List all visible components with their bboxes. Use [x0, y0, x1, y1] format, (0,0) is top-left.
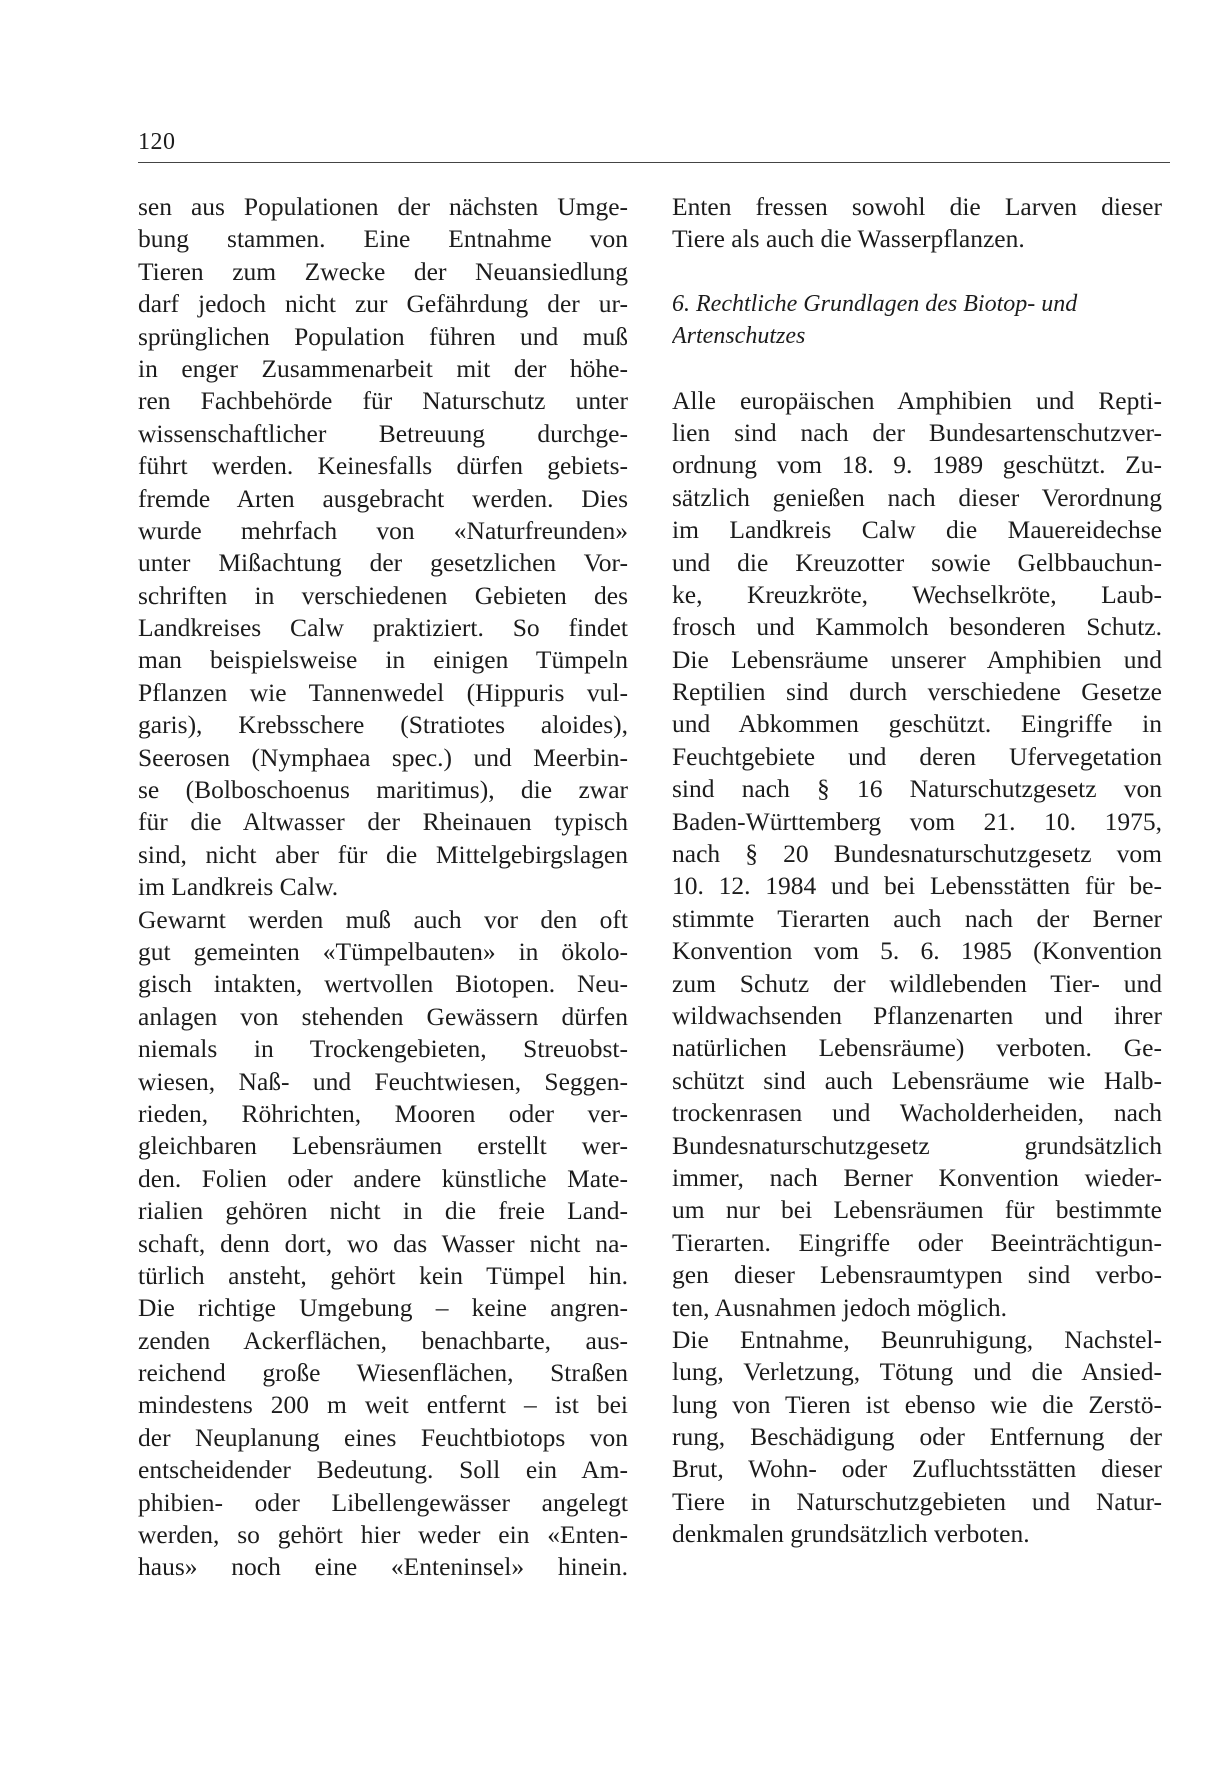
text-line: schaft, denn dort, wo das Wasser nicht na- [138, 1228, 628, 1258]
paragraph-gap [672, 353, 1162, 385]
text-line: türlich ansteht, gehört kein Tümpel hin. [138, 1260, 628, 1290]
text-line: sätzlich genießen nach dieser Verordnung [672, 482, 1162, 512]
text-line: Tieren zum Zwecke der Neuansiedlung [138, 256, 628, 286]
text-line: zum Schutz der wildlebenden Tier- und [672, 968, 1162, 998]
text-line: trockenrasen und Wacholderheiden, nach [672, 1098, 1162, 1128]
text-line: Die richtige Umgebung – keine angren- [138, 1293, 628, 1323]
text-line: fremde Arten ausgebracht werden. Dies [138, 483, 628, 513]
text-line: ten, Ausnahmen jedoch möglich. [672, 1292, 1007, 1322]
right-column [672, 191, 1162, 1551]
text-line: Pflanzen wie Tannenwedel (Hippuris vul- [138, 677, 628, 707]
text-line: sen aus Populationen der nächsten Umge- [138, 192, 628, 221]
text-line: sind, nicht aber für die Mittelgebirgslagen [138, 839, 628, 869]
right-column-intro [672, 191, 1162, 256]
text-line: schützt sind auch Lebensräume wie Halb- [672, 1065, 1162, 1095]
text-line: lung, Verletzung, Tötung und die Ansied- [672, 1357, 1162, 1387]
text-line: rieden, Röhrichten, Mooren oder ver- [138, 1098, 628, 1128]
text-line: Baden-Württemberg vom 21. 10. 1975, [672, 806, 1162, 836]
text-line: darf jedoch nicht zur Gefährdung der ur- [138, 289, 628, 319]
section-heading [672, 288, 1162, 353]
text-line: reichend große Wiesenflächen, Straßen [138, 1358, 628, 1388]
text-line: sind nach § 16 Naturschutzgesetz von [672, 774, 1162, 804]
text-line: und die Kreuzotter sowie Gelbbauchun- [672, 547, 1162, 577]
text-line: Tierarten. Eingriffe oder Beeinträchtigun- [672, 1227, 1162, 1257]
text-line: den. Folien oder andere künstliche Mate- [138, 1163, 628, 1193]
text-line: immer, nach Berner Konvention wieder- [672, 1162, 1162, 1192]
text-line: zenden Ackerflächen, benachbarte, aus- [138, 1325, 628, 1355]
text-line: in enger Zusammenarbeit mit der höhe- [138, 353, 628, 383]
text-line: bung stammen. Eine Entnahme von [138, 224, 628, 254]
text-line: Enten fressen sowohl die Larven dieser [672, 192, 1162, 221]
text-line: lung von Tieren ist ebenso wie die Zerstö- [672, 1389, 1162, 1419]
text-line: Feuchtgebiete und deren Ufervegetation [672, 741, 1162, 771]
text-line: denkmalen grundsätzlich verboten. [672, 1519, 1030, 1549]
text-line: Artenschutzes [672, 323, 806, 350]
text-line: Die Lebensräume unserer Amphibien und [672, 644, 1162, 674]
text-line: gleichbaren Lebensräumen erstellt wer- [138, 1131, 628, 1161]
text-line: phibien- oder Libellengewässer angelegt [138, 1487, 628, 1517]
text-line: im Landkreis Calw die Mauereidechse [672, 515, 1162, 545]
text-line: rialien gehören nicht in die freie Land- [138, 1196, 628, 1226]
text-line: rung, Beschädigung oder Entfernung der [672, 1422, 1162, 1452]
text-line: Die Entnahme, Beunruhigung, Nachstel- [672, 1324, 1162, 1354]
text-line: Tiere als auch die Wasserpflanzen. [672, 224, 1025, 254]
text-line: ke, Kreuzkröte, Wechselkröte, Laub- [672, 579, 1162, 609]
text-line: Tiere in Naturschutzgebieten und Natur- [672, 1486, 1162, 1516]
left-column [138, 191, 628, 1584]
header-rule [138, 162, 1170, 163]
text-line: stimmte Tierarten auch nach der Berner [672, 903, 1162, 933]
text-line: schriften in verschiedenen Gebieten des [138, 580, 628, 610]
text-line: entscheidender Bedeutung. Soll ein Am- [138, 1455, 628, 1485]
right-column-body [672, 385, 1162, 1551]
text-line: wildwachsenden Pflanzenarten und ihrer [672, 1000, 1162, 1030]
text-line: Bundesnaturschutzgesetz grundsätzlich [672, 1130, 1162, 1160]
text-line: sprünglichen Population führen und muß [138, 321, 628, 351]
text-line: niemals in Trockengebieten, Streuobst- [138, 1034, 628, 1064]
text-line: unter Mißachtung der gesetzlichen Vor- [138, 548, 628, 578]
text-line: gisch intakten, wertvollen Biotopen. Neu- [138, 969, 628, 999]
text-line: ordnung vom 18. 9. 1989 geschützt. Zu- [672, 450, 1162, 480]
text-line: werden, so gehört hier weder ein «Enten- [138, 1520, 628, 1550]
text-line: wissenschaftlicher Betreuung durchge- [138, 418, 628, 448]
text-line: Brut, Wohn- oder Zufluchtsstätten dieser [672, 1454, 1162, 1484]
text-line: gen dieser Lebensraumtypen sind verbo- [672, 1260, 1162, 1290]
text-line: führt werden. Keinesfalls dürfen gebiets- [138, 451, 628, 481]
text-line: Alle europäischen Amphibien und Repti- [672, 385, 1162, 415]
text-line: gut gemeinten «Tümpelbauten» in ökolo- [138, 936, 628, 966]
text-line: und Abkommen geschützt. Eingriffe in [672, 709, 1162, 739]
text-line: nach § 20 Bundesnaturschutzgesetz vom [672, 839, 1162, 869]
text-line: für die Altwasser der Rheinauen typisch [138, 807, 628, 837]
text-line: im Landkreis Calw. [138, 872, 339, 902]
text-line: natürlichen Lebensräume) verboten. Ge- [672, 1033, 1162, 1063]
text-line: Reptilien sind durch verschiedene Gesetze [672, 677, 1162, 707]
left-column-text [138, 191, 628, 1584]
text-line: 6. Rechtliche Grundlagen des Biotop- und [672, 290, 1078, 317]
page-number: 120 [138, 129, 176, 155]
text-line: anlagen von stehenden Gewässern dürfen [138, 1001, 628, 1031]
text-line: um nur bei Lebensräumen für bestimmte [672, 1195, 1162, 1225]
text-line: ren Fachbehörde für Naturschutz unter [138, 386, 628, 416]
text-line: wurde mehrfach von «Naturfreunden» [138, 515, 628, 545]
text-line: mindestens 200 m weit entfernt – ist bei [138, 1390, 628, 1420]
text-line: garis), Krebsschere (Stratiotes aloides), [138, 710, 628, 740]
text-line: Konvention vom 5. 6. 1985 (Konvention [672, 936, 1162, 966]
text-line: 10. 12. 1984 und bei Lebensstätten für be- [672, 871, 1162, 901]
text-line: Gewarnt werden muß auch vor den oft [138, 904, 628, 934]
text-line: Landkreises Calw praktiziert. So findet [138, 613, 628, 643]
text-line: der Neuplanung eines Feuchtbiotops von [138, 1422, 628, 1452]
text-line: lien sind nach der Bundesartenschutzver- [672, 417, 1162, 447]
text-line: wiesen, Naß- und Feuchtwiesen, Seggen- [138, 1066, 628, 1096]
text-line: haus» noch eine «Enteninsel» hinein. [138, 1552, 628, 1582]
text-line: man beispielsweise in einigen Tümpeln [138, 645, 628, 675]
paragraph-gap [672, 256, 1162, 288]
text-line: Seerosen (Nymphaea spec.) und Meerbin- [138, 742, 628, 772]
text-line: frosch und Kammolch besonderen Schutz. [672, 612, 1162, 642]
text-line: se (Bolboschoenus maritimus), die zwar [138, 775, 628, 805]
